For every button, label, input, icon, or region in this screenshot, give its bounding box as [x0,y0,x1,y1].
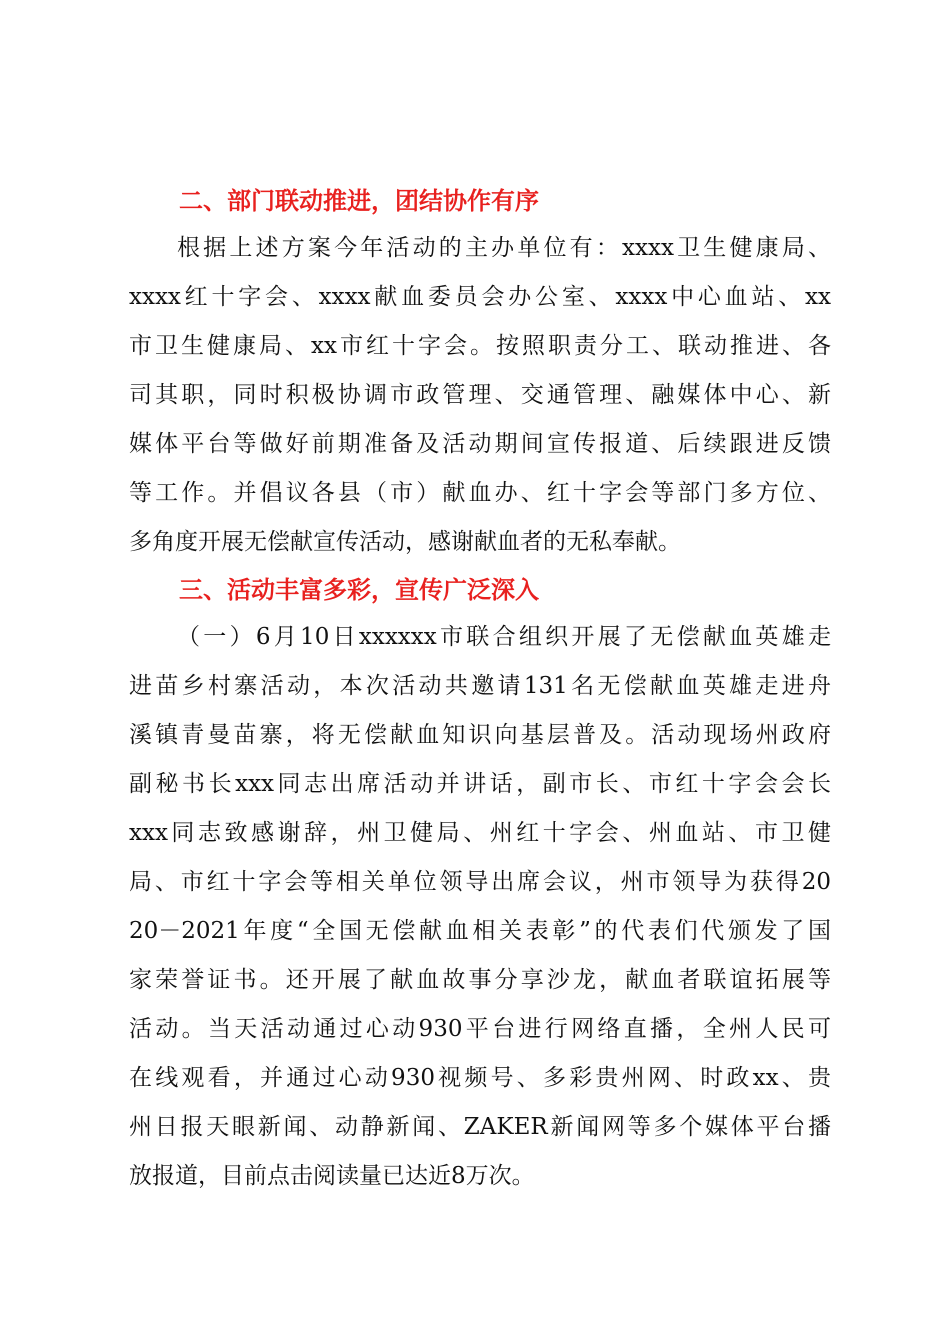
section-2-line: xxxx红十字会、xxxx献血委员会办公室、xxxx中心血站、xx [129,284,831,310]
section-3-line: 溪镇青曼苗寨，将无偿献血知识向基层普及。活动现场州政府 [129,722,831,748]
section-2-line: 媒体平台等做好前期准备及活动期间宣传报道、后续跟进反馈 [129,431,831,457]
section-3-line: （一）6月10日xxxxxx市联合组织开展了无偿献血英雄走 [177,624,831,650]
section-3-line: 局、市红十字会等相关单位领导出席会议，州市领导为获得20 [129,869,831,895]
section-3-line: 家荣誉证书。还开展了献血故事分享沙龙，献血者联谊拓展等 [129,967,831,993]
section-2-line: 司其职，同时积极协调市政管理、交通管理、融媒体中心、新 [129,382,831,408]
section-2-line: 多角度开展无偿献宣传活动，感谢献血者的无私奉献。 [129,529,681,555]
section-3-line: 进苗乡村寨活动，本次活动共邀请131名无偿献血英雄走进舟 [129,673,831,699]
section-3-heading: 三、活动丰富多彩，宣传广泛深入 [179,576,539,604]
section-2-line: 市卫生健康局、xx市红十字会。按照职责分工、联动推进、各 [129,333,831,359]
section-3-line: 放报道，目前点击阅读量已达近8万次。 [129,1163,535,1189]
section-2-paragraph [129,224,831,567]
section-3-line: 州日报天眼新闻、动静新闻、ZAKER新闻网等多个媒体平台播 [129,1114,831,1140]
section-3-line: 副秘书长xxx同志出席活动并讲话，副市长、市红十字会会长 [129,771,831,797]
section-2-line: 等工作。并倡议各县（市）献血办、红十字会等部门多方位、 [129,480,831,506]
section-3-line: 活动。当天活动通过心动930平台进行网络直播，全州人民可 [129,1016,831,1042]
section-3-line: 20－2021年度“全国无偿献血相关表彰”的代表们代颁发了国 [129,918,831,944]
section-3-line: 在线观看，并通过心动930视频号、多彩贵州网、时政xx、贵 [129,1065,831,1091]
section-3-line: xxx同志致感谢辞，州卫健局、州红十字会、州血站、市卫健 [129,820,831,846]
section-2-line: 根据上述方案今年活动的主办单位有：xxxx卫生健康局、 [177,235,831,261]
section-3-paragraph [129,613,831,1201]
section-2-heading: 二、部门联动推进，团结协作有序 [179,187,539,215]
document-body [129,178,831,1201]
